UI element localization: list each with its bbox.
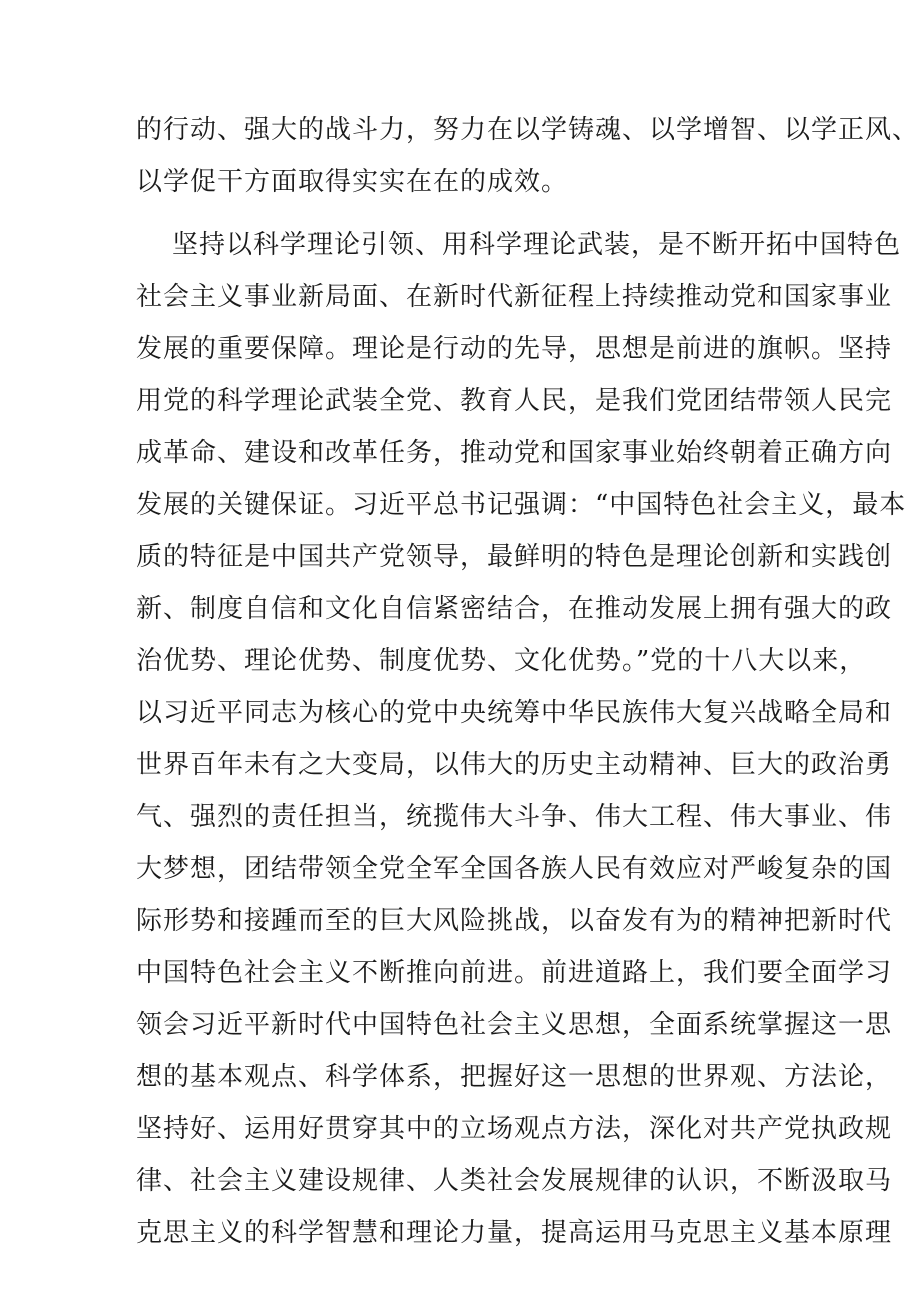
paragraph-line: 领会习近平新时代中国特色社会主义思想，全面系统掌握这一思 bbox=[136, 1010, 893, 1040]
paragraph-line: 社会主义事业新局面、在新时代新征程上持续推动党和国家事业 bbox=[136, 282, 893, 312]
paragraph-line: 用党的科学理论武装全党、教育人民，是我们党团结带领人民完 bbox=[136, 386, 893, 416]
paragraph-line: 质的特征是中国共产党领导，最鲜明的特色是理论创新和实践创 bbox=[136, 542, 893, 572]
paragraph-line: 坚持以科学理论引领、用科学理论武装，是不断开拓中国特色 bbox=[172, 230, 902, 260]
paragraph-line: 发展的重要保障。理论是行动的先导，思想是前进的旗帜。坚持 bbox=[136, 334, 893, 364]
paragraph-line: 以习近平同志为核心的党中央统筹中华民族伟大复兴战略全局和 bbox=[136, 698, 893, 728]
paragraph-line: 世界百年未有之大变局，以伟大的历史主动精神、巨大的政治勇 bbox=[136, 750, 893, 780]
paragraph-line: 大梦想，团结带领全党全军全国各族人民有效应对严峻复杂的国 bbox=[136, 854, 893, 884]
paragraph-line: 际形势和接踵而至的巨大风险挑战，以奋发有为的精神把新时代 bbox=[136, 906, 893, 936]
paragraph-line: 律、社会主义建设规律、人类社会发展规律的认识，不断汲取马 bbox=[136, 1166, 893, 1196]
paragraph-line: 新、制度自信和文化自信紧密结合，在推动发展上拥有强大的政 bbox=[136, 594, 893, 624]
paragraph-line: 想的基本观点、科学体系，把握好这一思想的世界观、方法论， bbox=[136, 1062, 893, 1092]
paragraph-line: 治优势、理论优势、制度优势、文化优势。”党的十八大以来， bbox=[136, 646, 867, 676]
paragraph-line: 克思主义的科学智慧和理论力量，提高运用马克思主义基本原理 bbox=[136, 1218, 893, 1248]
paragraph-line: 气、强烈的责任担当，统揽伟大斗争、伟大工程、伟大事业、伟 bbox=[136, 802, 893, 832]
paragraph-line: 中国特色社会主义不断推向前进。前进道路上，我们要全面学习 bbox=[136, 958, 893, 988]
paragraph-line: 成革命、建设和改革任务，推动党和国家事业始终朝着正确方向 bbox=[136, 438, 893, 468]
paragraph-line: 坚持好、运用好贯穿其中的立场观点方法，深化对共产党执政规 bbox=[136, 1114, 893, 1144]
paragraph-line: 发展的关键保证。习近平总书记强调：“中国特色社会主义，最本 bbox=[136, 490, 907, 520]
paragraph-line: 的行动、强大的战斗力，努力在以学铸魂、以学增智、以学正风、 bbox=[136, 115, 920, 145]
paragraph-line: 以学促干方面取得实实在在的成效。 bbox=[136, 167, 569, 197]
